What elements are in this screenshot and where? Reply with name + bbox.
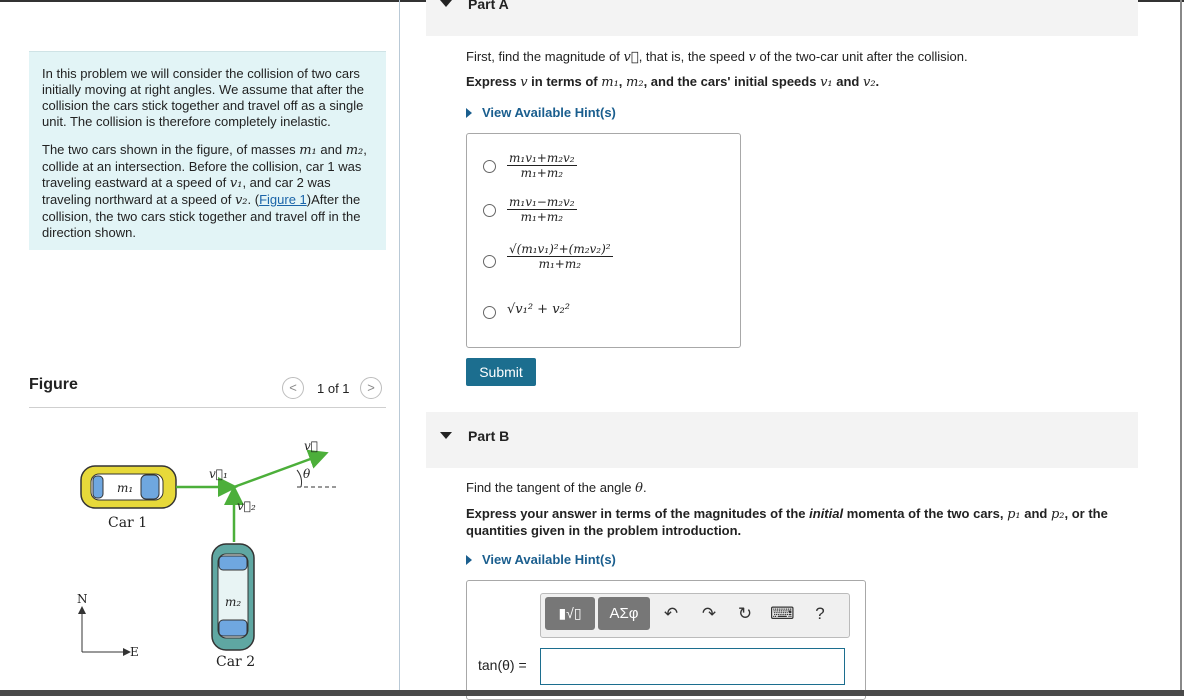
previous-figure-button[interactable]: < — [282, 377, 304, 399]
part-a-hint-toggle[interactable]: View Available Hint(s) — [466, 105, 616, 120]
part-b-question: Find the tangent of the angle θ. — [466, 480, 647, 496]
intro-paragraph-1: In this problem we will consider the collision of two cars initially moving at right angles. We assume that after the collision the cars stick together and travel off as a single unit. The collision is therefore completely inelastic. — [42, 66, 365, 129]
undo-icon[interactable]: ↶ — [663, 604, 679, 623]
v-arrow — [234, 454, 324, 487]
next-figure-button[interactable]: > — [360, 377, 382, 399]
choice-2-expression: $\frac{\text{m₁v₁−m₂v₂}}{\text{m₁+m₂}}$ — [509, 195, 575, 224]
collision-figure — [29, 410, 369, 690]
v1-label: v⃗₁ — [209, 467, 228, 481]
part-b-title: Part B — [468, 428, 510, 444]
redo-icon[interactable]: ↷ — [701, 604, 717, 623]
answer-label: tan(θ) = — [478, 657, 527, 673]
part-a-header[interactable] — [426, 0, 1138, 36]
expand-triangle-icon — [466, 108, 472, 118]
expand-triangle-icon — [466, 555, 472, 565]
car-2-label: Car 2 — [216, 654, 256, 670]
car-1 — [81, 466, 176, 508]
part-a-question: First, find the magnitude of v⃗, that is, the speed v of the two-car unit after the collision. — [466, 49, 968, 65]
car-2-mass-label: m₂ — [225, 595, 242, 609]
part-a-title: Part A — [468, 0, 509, 12]
figure-divider — [29, 407, 386, 408]
greek-symbols-button[interactable]: ΑΣφ — [598, 597, 650, 630]
submit-button[interactable]: Submit — [466, 358, 536, 386]
bottom-edge — [0, 690, 1184, 696]
reset-icon[interactable]: ↻ — [737, 604, 753, 623]
part-b-hint-toggle[interactable]: View Available Hint(s) — [466, 552, 616, 567]
part-b-instructions: Express your answer in terms of the magnitudes of the initial momenta of the two cars, p₁ and p₂, or the quantities given in the problem introduction. — [466, 506, 1108, 538]
theta-label: θ — [303, 467, 311, 481]
choice-3-radio[interactable] — [483, 255, 496, 268]
figure-pager: 1 of 1 — [317, 381, 350, 396]
collapse-caret-icon[interactable] — [440, 0, 452, 7]
problem-introduction — [29, 51, 386, 250]
figure-heading: Figure — [29, 376, 78, 393]
tan-theta-input[interactable] — [540, 648, 845, 685]
figure-1-link[interactable]: Figure 1 — [259, 192, 307, 207]
choice-1-expression: $\frac{\text{m₁v₁+m₂v₂}}{\text{m₁+m₂}}$ — [509, 151, 575, 180]
choice-4-expression: √v₁² + v₂² — [507, 302, 570, 317]
collapse-caret-icon[interactable] — [440, 432, 452, 439]
help-icon[interactable]: ? — [815, 604, 825, 623]
keyboard-icon[interactable]: ⌨ — [770, 604, 795, 623]
choice-4-radio[interactable] — [483, 306, 496, 319]
car-1-label: Car 1 — [108, 515, 148, 531]
choice-1-radio[interactable] — [483, 160, 496, 173]
angle-arc — [297, 470, 301, 487]
north-label: N — [77, 592, 88, 606]
east-label: E — [130, 645, 139, 659]
choice-3-expression: $\frac{\text{√(m₁v₁)²+(m₂v₂)²}}{\text{m₁+m₂}}$ — [509, 242, 611, 271]
v-label: v⃗ — [304, 439, 318, 453]
part-a-instructions: Express v in terms of m₁, m₂, and the cars' initial speeds v₁ and v₂. — [466, 74, 880, 90]
part-b-header[interactable] — [426, 412, 1138, 468]
v2-label: v⃗₂ — [237, 499, 256, 513]
car-2 — [212, 544, 254, 650]
choice-2-radio[interactable] — [483, 204, 496, 217]
window-right-border — [1180, 0, 1182, 696]
car-1-mass-label: m₁ — [117, 481, 134, 495]
templates-button[interactable]: ▮√▯ — [545, 597, 595, 630]
intro-paragraph-2: The two cars shown in the figure, of masses m₁ and m₂, collide at an intersection. Before the collision, car 1 was traveling eastward at a speed of v₁, and car 2 was traveling northward at a speed of v₂. (Figure 1)After the collision, the two cars stick together and travel off in the direction shown. — [42, 142, 367, 240]
column-divider — [399, 0, 400, 696]
